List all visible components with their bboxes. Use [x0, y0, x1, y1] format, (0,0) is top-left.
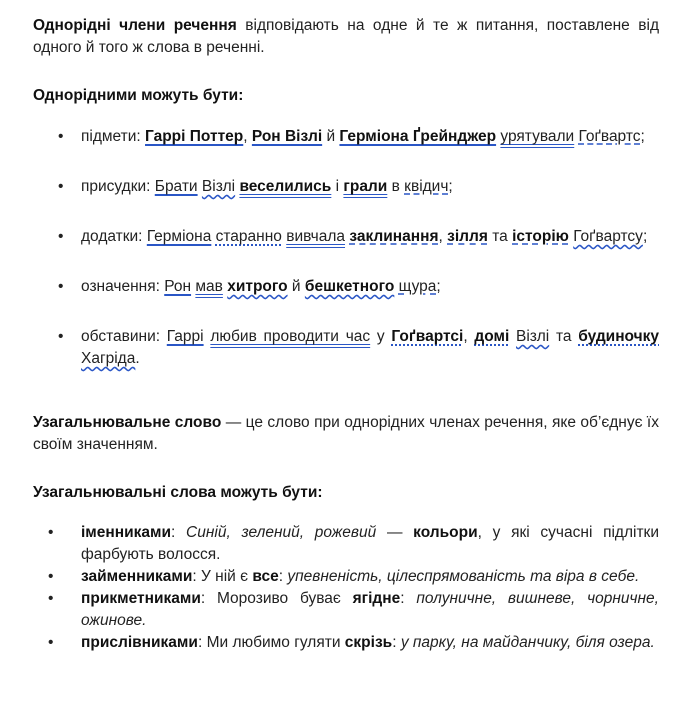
generalizing-term: Узагальнювальне слово: [33, 414, 222, 431]
generalizing-heading: Узагальнювальні слова можуть бути:: [33, 484, 323, 501]
list-item-predicates: • присудки: Брати Візлі веселились і грали в квідич;: [58, 176, 659, 198]
list-item-adverbs: • прислівниками: Ми любимо гуляти скрізь: у парку, на майданчику, біля озера.: [48, 632, 659, 654]
list-item-objects: • додатки: Герміона старанно вивчала заклинання, зілля та історію Гоґвартсу;: [58, 226, 659, 248]
intro-text: відповідають на одне й те ж питання, поставлене від одного й того ж слова в реченні.: [33, 17, 659, 56]
members-list: [58, 126, 659, 398]
intro-paragraph: [33, 15, 659, 59]
can-be-heading: Однорідними можуть бути:: [33, 87, 244, 104]
list-item-adverbials: • обставини: Гаррі любив проводити час у Гоґвартсі, домі Візлі та будиночку Хагріда.: [58, 326, 659, 370]
list-item-pronouns: • займенниками: У ній є все: упевненість, цілеспрямованість та віра в себе.: [48, 566, 659, 588]
generalizing-text: — це слово при однорідних членах речення, яке об’єднує їх своїм значенням.: [33, 414, 659, 453]
intro-term: Однорідні члени речення: [33, 17, 237, 34]
list-item-attributes: • означення: Рон мав хитрого й бешкетного щура;: [58, 276, 659, 298]
kinds-list: [48, 522, 659, 654]
list-item-nouns: • іменниками: Синій, зелений, рожевий — кольори, у які сучасні підлітки фарбують волосся.: [48, 522, 659, 566]
generalizing-paragraph: [33, 412, 659, 456]
list-item-adjectives: • прикметниками: Морозиво буває ягідне: полуничне, вишневе, чорничне, ожинове.: [48, 588, 659, 632]
list-item-subjects: • підмети: Гаррі Поттер, Рон Візлі й Герміона Ґрейнджер урятували Гоґвартс;: [58, 126, 659, 148]
